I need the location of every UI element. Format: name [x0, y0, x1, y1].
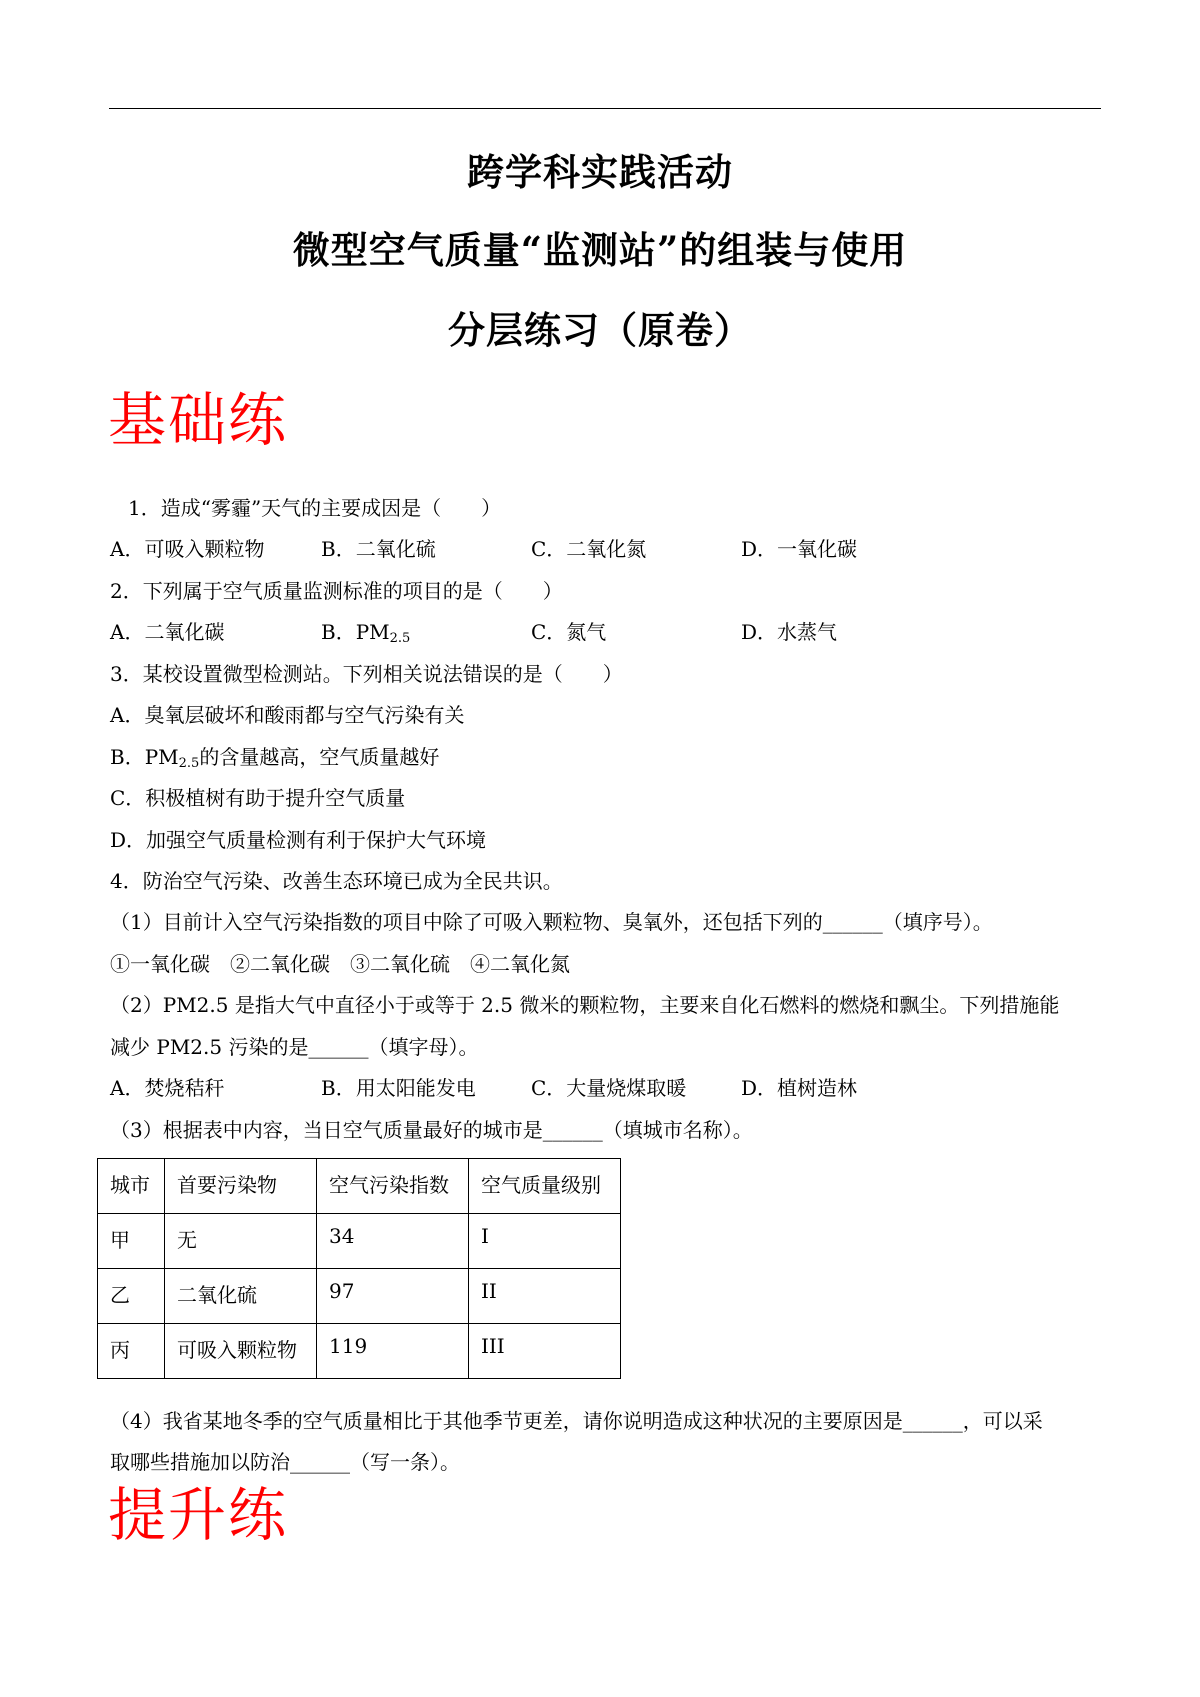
table-header-cell: 城市 [98, 1159, 165, 1214]
q2-option-c: C．氮气 [531, 620, 607, 644]
q1-option-d: D．一氧化碳 [741, 537, 858, 561]
q4-part3: （3）根据表中内容，当日空气质量最好的城市是______（填城市名称）。 [110, 1118, 753, 1142]
q2-option-b-text: B．PM [321, 620, 390, 644]
table-cell: II [469, 1269, 621, 1324]
q3-option-d: D．加强空气质量检测有利于保护大气环境 [110, 828, 487, 852]
q1-stem: 1．造成“雾霾”天气的主要成因是（ ） [128, 496, 502, 520]
table-cell: III [469, 1324, 621, 1379]
q1-option-a: A．可吸入颗粒物 [110, 537, 265, 561]
q4-stem: 4．防治空气污染、改善生态环境已成为全民共识。 [110, 869, 563, 893]
table-cell: 无 [165, 1214, 317, 1269]
q1-option-c: C．二氧化氮 [531, 537, 647, 561]
city-air-quality-table [97, 1158, 621, 1379]
q4-part1-options: ①一氧化碳 ②二氧化碳 ③二氧化硫 ④二氧化氮 [110, 952, 570, 976]
table-cell: 119 [317, 1324, 469, 1379]
q2-option-a: A．二氧化碳 [110, 620, 225, 644]
header-rule [109, 108, 1101, 109]
title-topic: 微型空气质量“监测站”的组装与使用 [292, 228, 908, 272]
q3-option-b-text: B．PM [110, 745, 179, 769]
q4-part2-option-c: C．大量烧煤取暖 [531, 1076, 687, 1100]
table-header-cell: 首要污染物 [165, 1159, 317, 1214]
table-cell: 丙 [98, 1324, 165, 1379]
section-advanced-heading: 提升练 [108, 1481, 289, 1549]
q4-part4-line2: 取哪些措施加以防治______（写一条）。 [110, 1450, 460, 1474]
table-cell: 二氧化硫 [165, 1269, 317, 1324]
q2-option-b-subscript: 2.5 [389, 631, 411, 646]
q2-option-b [321, 618, 410, 646]
table-cell: 乙 [98, 1269, 165, 1324]
table-row [98, 1214, 621, 1269]
q3-stem: 3．某校设置微型检测站。下列相关说法错误的是（ ） [110, 662, 623, 686]
table-row [98, 1269, 621, 1324]
table-cell: 97 [317, 1269, 469, 1324]
q2-option-d: D．水蒸气 [741, 620, 838, 644]
q4-part2-option-a: A．焚烧秸秆 [110, 1076, 225, 1100]
title-activity: 跨学科实践活动 [467, 150, 733, 194]
q4-part2-option-d: D．植树造林 [741, 1076, 858, 1100]
q3-option-a: A．臭氧层破坏和酸雨都与空气污染有关 [110, 703, 465, 727]
q4-part2-line1: （2）PM2.5 是指大气中直径小于或等于 2.5 微米的颗粒物，主要来自化石燃料的燃烧和飘尘。下列措施能 [110, 993, 1060, 1017]
table-row [98, 1324, 621, 1379]
section-basic-heading: 基础练 [108, 386, 289, 454]
table-cell: 34 [317, 1214, 469, 1269]
table-header-cell: 空气质量级别 [469, 1159, 621, 1214]
q4-part4-line1: （4）我省某地冬季的空气质量相比于其他季节更差，请你说明造成这种状况的主要原因是______，可以采 [110, 1409, 1043, 1433]
table-header-cell: 空气污染指数 [317, 1159, 469, 1214]
q4-part2-line2: 减少 PM2.5 污染的是______（填字母）。 [110, 1035, 479, 1059]
table-header-row [98, 1159, 621, 1214]
q3-option-b [110, 743, 439, 771]
table-cell: I [469, 1214, 621, 1269]
q3-option-b-rest: 的含量越高，空气质量越好 [199, 745, 440, 769]
table-cell: 可吸入颗粒物 [165, 1324, 317, 1379]
q3-option-b-subscript: 2.5 [178, 756, 200, 771]
q1-option-b: B．二氧化硫 [321, 537, 436, 561]
q3-option-c: C．积极植树有助于提升空气质量 [110, 786, 406, 810]
q4-part1: （1）目前计入空气污染指数的项目中除了可吸入颗粒物、臭氧外，还包括下列的______（填序号）。 [110, 910, 993, 934]
q2-stem: 2．下列属于空气质量监测标准的项目的是（ ） [110, 579, 563, 603]
title-practice: 分层练习（原卷） [448, 308, 752, 352]
table-cell: 甲 [98, 1214, 165, 1269]
q4-part2-option-b: B．用太阳能发电 [321, 1076, 476, 1100]
